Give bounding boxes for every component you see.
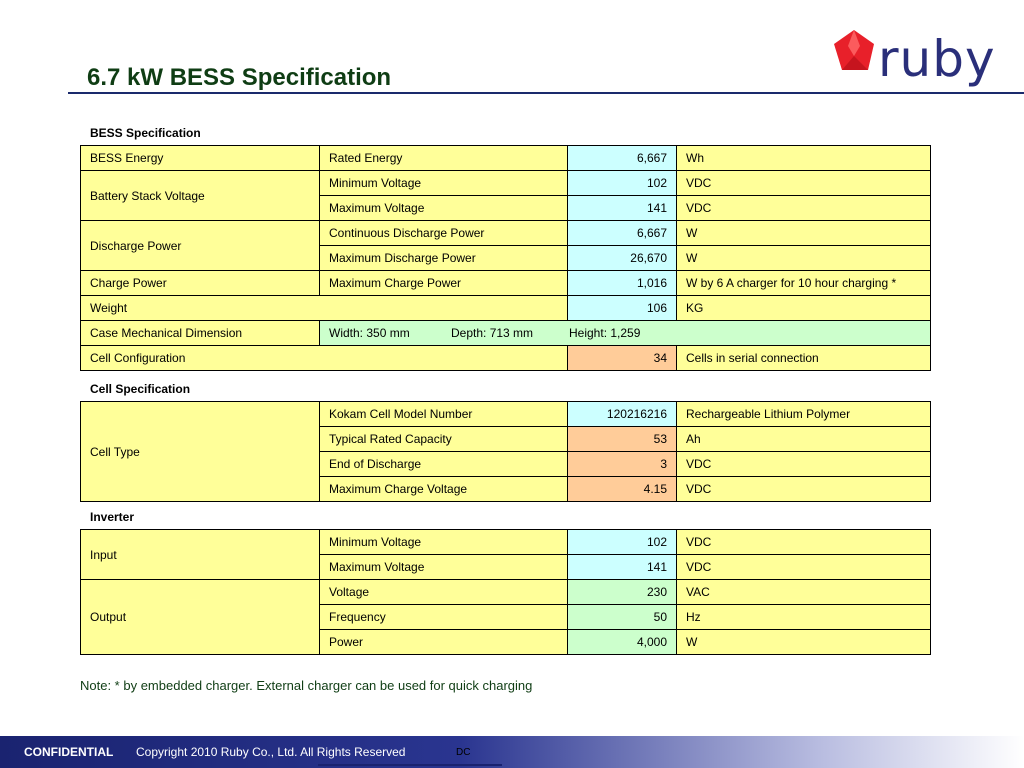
row-unit: W — [677, 221, 931, 246]
row-value: 34 — [568, 346, 677, 371]
table-row — [81, 346, 931, 371]
table-row — [81, 402, 931, 427]
row-value: 1,016 — [568, 271, 677, 296]
table-row — [81, 580, 931, 605]
row-value: 4.15 — [568, 477, 677, 502]
footnote: Note: * by embedded charger. External charger can be used for quick charging — [80, 678, 533, 693]
table-row — [81, 296, 931, 321]
row-value: 6,667 — [568, 146, 677, 171]
row-name: Charge Power — [81, 271, 320, 296]
row-value: 53 — [568, 427, 677, 452]
row-value: 4,000 — [568, 630, 677, 655]
row-param: Maximum Voltage — [320, 196, 568, 221]
row-unit: VDC — [677, 452, 931, 477]
section-bess-label: BESS Specification — [90, 126, 201, 140]
row-param: Maximum Charge Power — [320, 271, 568, 296]
case-width: Width: 350 mm — [329, 326, 410, 340]
row-value: 106 — [568, 296, 677, 321]
row-unit: VDC — [677, 530, 931, 555]
table-row — [81, 221, 931, 246]
row-unit: W — [677, 246, 931, 271]
table-row — [81, 171, 931, 196]
row-value: 230 — [568, 580, 677, 605]
footer-underline — [318, 764, 502, 766]
page-title: 6.7 kW BESS Specification — [87, 64, 392, 91]
row-param: Maximum Discharge Power — [320, 246, 568, 271]
row-unit: KG — [677, 296, 931, 321]
row-value: 6,667 — [568, 221, 677, 246]
row-unit: VAC — [677, 580, 931, 605]
row-param: Rated Energy — [320, 146, 568, 171]
row-unit: Hz — [677, 605, 931, 630]
row-unit: Ah — [677, 427, 931, 452]
row-unit: VDC — [677, 555, 931, 580]
row-param: Frequency — [320, 605, 568, 630]
title-underline — [68, 92, 1024, 94]
row-param: Maximum Charge Voltage — [320, 477, 568, 502]
row-name: Input — [81, 530, 320, 580]
footer-copyright: Copyright 2010 Ruby Co., Ltd. All Rights Reserved — [136, 745, 406, 759]
table-row — [81, 146, 931, 171]
row-param: Continuous Discharge Power — [320, 221, 568, 246]
case-dimensions — [320, 321, 931, 346]
row-param: Kokam Cell Model Number — [320, 402, 568, 427]
row-unit: W by 6 A charger for 10 hour charging * — [677, 271, 931, 296]
row-value: 26,670 — [568, 246, 677, 271]
row-value: 120216216 — [568, 402, 677, 427]
row-param: Minimum Voltage — [320, 171, 568, 196]
section-inverter-label: Inverter — [90, 510, 135, 524]
row-value: 102 — [568, 530, 677, 555]
footer-confidential: CONFIDENTIAL — [24, 745, 114, 759]
inverter-spec-table — [80, 529, 931, 655]
row-name: Cell Type — [81, 402, 320, 502]
row-name: Cell Configuration — [81, 346, 568, 371]
footer-dc-label: DC — [456, 747, 471, 758]
section-cell-label: Cell Specification — [90, 382, 191, 396]
row-param: Voltage — [320, 580, 568, 605]
row-unit: Rechargeable Lithium Polymer — [677, 402, 931, 427]
company-logo-text: ruby — [878, 30, 996, 88]
row-unit: VDC — [677, 196, 931, 221]
row-name: Battery Stack Voltage — [81, 171, 320, 221]
row-name: Weight — [81, 296, 568, 321]
row-unit: W — [677, 630, 931, 655]
row-param: Maximum Voltage — [320, 555, 568, 580]
row-value: 102 — [568, 171, 677, 196]
row-name: BESS Energy — [81, 146, 320, 171]
row-value: 50 — [568, 605, 677, 630]
row-unit: Cells in serial connection — [677, 346, 931, 371]
table-row — [81, 271, 931, 296]
table-row — [81, 321, 931, 346]
row-name: Discharge Power — [81, 221, 320, 271]
row-param: Minimum Voltage — [320, 530, 568, 555]
row-value: 141 — [568, 555, 677, 580]
row-param: End of Discharge — [320, 452, 568, 477]
case-depth: Depth: 713 mm — [451, 326, 534, 340]
case-height: Height: 1,259 — [569, 326, 641, 340]
row-unit: VDC — [677, 477, 931, 502]
row-unit: VDC — [677, 171, 931, 196]
row-name: Output — [81, 580, 320, 655]
row-value: 3 — [568, 452, 677, 477]
row-param: Power — [320, 630, 568, 655]
table-row — [81, 530, 931, 555]
bess-spec-table — [80, 145, 931, 371]
row-param: Typical Rated Capacity — [320, 427, 568, 452]
row-unit: Wh — [677, 146, 931, 171]
row-name: Case Mechanical Dimension — [81, 321, 320, 346]
row-value: 141 — [568, 196, 677, 221]
cell-spec-table — [80, 401, 931, 502]
